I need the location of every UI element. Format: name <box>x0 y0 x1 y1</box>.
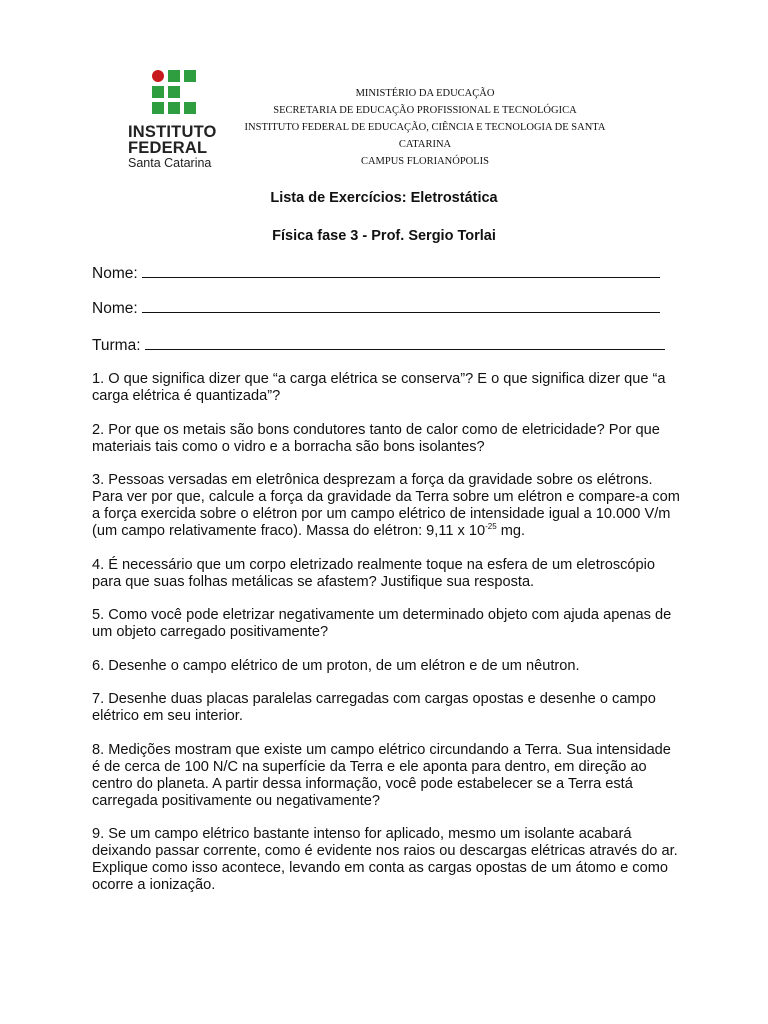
logo-subtitle: Santa Catarina <box>128 156 212 170</box>
logo-grid-icon <box>152 70 196 114</box>
institution-line-2: SECRETARIA DE EDUCAÇÃO PROFISSIONAL E TECNOLÓGICA <box>273 105 577 116</box>
name-field-1 <box>92 263 660 283</box>
question-3-exponent: -25 <box>485 522 497 531</box>
question-7: 7. Desenhe duas placas paralelas carregadas com cargas opostas e desenhe o campo elétrico em seu interior. <box>92 691 656 724</box>
institution-line-1: MINISTÉRIO DA EDUCAÇÃO <box>355 88 495 99</box>
logo-name-line2: FEDERAL <box>128 139 208 157</box>
question-list <box>92 371 682 911</box>
question-9: 9. Se um campo elétrico bastante intenso for aplicado, mesmo um isolante acabará deixando passar corrente, como é evidente nos raios ou descargas elétricas através do ar. Explique como isso acontece, levando em conta as cargas opostas de um átomo e como ocorre a ionização. <box>92 826 678 893</box>
class-field <box>92 335 665 355</box>
class-label: Turma: <box>92 337 141 354</box>
question-3-unit: mg. <box>496 523 526 539</box>
institution-header <box>240 85 610 170</box>
question-8: 8. Medições mostram que existe um campo elétrico circundando a Terra. Sua intensidade é de cerca de 100 N/C na superfície da Terra e ele aponta para dentro, em direção ao centro do planeta. A partir dessa informação, você pode estabelecer se a Terra está carregada positivamente ou negativamente? <box>92 741 671 809</box>
institution-line-4: CAMPUS FLORIANÓPOLIS <box>360 156 490 167</box>
logo-name-line1: INSTITUTO <box>128 123 217 141</box>
question-1: 1. O que significa dizer que “a carga elétrica se conserva”? E o que significa dizer que “a carga elétrica é quantizada”? <box>92 371 666 404</box>
name-blank-line-2[interactable] <box>142 298 660 313</box>
document-subtitle: Física fase 3 - Prof. Sergio Torlai <box>272 228 496 244</box>
institute-logo <box>128 70 238 171</box>
question-5: 5. Como você pode eletrizar negativamente um determinado objeto com ajuda apenas de um objeto carregado positivamente? <box>92 607 672 640</box>
question-4: 4. É necessário que um corpo eletrizado realmente toque na esfera de um eletroscópio para que suas folhas metálicas se afastem? Justifique sua resposta. <box>92 556 655 590</box>
name-label-2: Nome: <box>92 300 138 317</box>
document-title: Lista de Exercícios: Eletrostática <box>270 190 498 206</box>
question-6: 6. Desenhe o campo elétrico de um proton, de um elétron e de um nêutron. <box>92 657 580 674</box>
name-blank-line-1[interactable] <box>142 263 660 278</box>
question-3 <box>92 472 682 540</box>
question-2: 2. Por que os metais são bons condutores tanto de calor como de eletricidade? Por que materiais tais como o vidro e a borracha são bons isolantes? <box>92 421 660 455</box>
name-label-1: Nome: <box>92 265 138 282</box>
institution-line-3: INSTITUTO FEDERAL DE EDUCAÇÃO, CIÊNCIA E TECNOLOGIA DE SANTA CATARINA <box>244 122 606 150</box>
class-blank-line[interactable] <box>145 335 665 350</box>
name-field-2 <box>92 298 660 318</box>
question-3-text: 3. Pessoas versadas em eletrônica desprezam a força da gravidade sobre os elétrons. Para ver por que, calcule a força da gravidade da Terra sobre um elétron e compare-a com a força exercida sobre o elétron por um campo elétrico de intensidade igual a 10.000 V/m (um campo relativamente fraco). Massa do elétron: 9,11 x 10 <box>92 472 680 539</box>
